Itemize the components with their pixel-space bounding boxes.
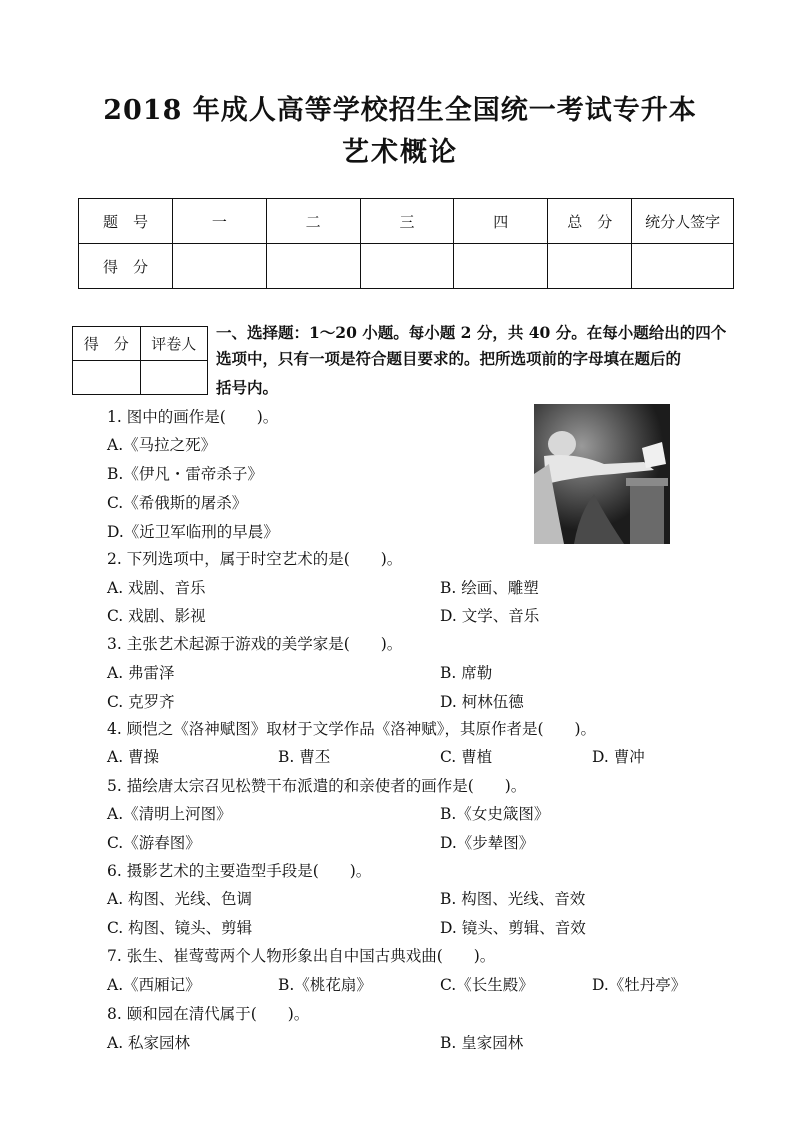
option-c: C.《长生殿》 [440, 976, 534, 994]
score-cell[interactable] [454, 244, 548, 289]
option-b: B.《伊凡・雷帝杀子》 [107, 465, 263, 483]
option-d: D. 曹冲 [592, 748, 645, 766]
score-header-cell: 统分人签字 [632, 199, 734, 244]
option-d: D.《步辇图》 [440, 834, 535, 852]
option-d: D. 文学、音乐 [440, 607, 540, 625]
option-c: C. 构图、镜头、剪辑 [107, 919, 253, 937]
question-stem: 7. 张生、崔莺莺两个人物形象出自中国古典戏曲( )。 [107, 947, 496, 965]
option-c: C. 克罗齐 [107, 693, 175, 711]
score-table-header-row [79, 199, 734, 244]
option-a: A.《马拉之死》 [107, 436, 217, 454]
grader-table [72, 326, 208, 395]
painting-illustration [534, 404, 670, 544]
option-d: D.《近卫军临刑的早晨》 [107, 523, 279, 541]
question-stem: 6. 摄影艺术的主要造型手段是( )。 [107, 862, 372, 880]
painting-image [534, 404, 670, 544]
score-row-label: 得 分 [79, 244, 173, 289]
question-stem: 5. 描绘唐太宗召见松赞干布派遣的和亲使者的画作是( )。 [107, 777, 527, 795]
option-c: C. 曹植 [440, 748, 493, 766]
section-instructions [216, 318, 736, 347]
option-a: A. 私家园林 [107, 1034, 191, 1052]
instructions-line: 选项中，只有一项是符合题目要求的。把所选项前的字母填在题后的 [216, 349, 682, 368]
option-a: A. 戏剧、音乐 [107, 579, 206, 597]
score-cell[interactable] [548, 244, 632, 289]
instructions-line: 括号内。 [216, 378, 279, 397]
grader-name-cell[interactable] [140, 361, 208, 395]
option-b: B.《桃花扇》 [278, 976, 372, 994]
grader-score-label: 得 分 [73, 327, 141, 361]
option-a: A.《西厢记》 [107, 976, 201, 994]
instructions-line: 一、选择题：1～20 小题。每小题 2 分，共 40 分。在每小题给出的四个 [216, 323, 727, 342]
score-table [78, 198, 734, 289]
option-b: B. 构图、光线、音效 [440, 890, 586, 908]
option-b: B.《女史箴图》 [440, 805, 550, 823]
option-c: C.《希俄斯的屠杀》 [107, 494, 248, 512]
option-d: D.《牡丹亭》 [592, 976, 687, 994]
option-b: B. 曹丕 [278, 748, 331, 766]
option-b: B. 席勒 [440, 664, 493, 682]
score-header-cell: 三 [360, 199, 454, 244]
question-stem: 4. 顾恺之《洛神赋图》取材于文学作品《洛神赋》，其原作者是( )。 [107, 720, 597, 738]
score-header-cell: 二 [266, 199, 360, 244]
option-d: D. 柯林伍德 [440, 693, 524, 711]
grader-score-cell[interactable] [73, 361, 141, 395]
option-b: B. 皇家园林 [440, 1034, 524, 1052]
option-c: C. 戏剧、影视 [107, 607, 206, 625]
question-stem: 8. 颐和园在清代属于( )。 [107, 1005, 310, 1023]
exam-title: 2018 年成人高等学校招生全国统一考试专升本 [103, 95, 697, 126]
score-cell[interactable] [632, 244, 734, 289]
option-a: A. 构图、光线、色调 [107, 890, 253, 908]
score-cell[interactable] [173, 244, 267, 289]
score-header-cell: 题 号 [79, 199, 173, 244]
option-a: A. 弗雷泽 [107, 664, 175, 682]
score-header-cell: 总 分 [548, 199, 632, 244]
option-d: D. 镜头、剪辑、音效 [440, 919, 586, 937]
option-a: A.《清明上河图》 [107, 805, 232, 823]
option-b: B. 绘画、雕塑 [440, 579, 539, 597]
score-header-cell: 一 [173, 199, 267, 244]
grader-name-label: 评卷人 [140, 327, 208, 361]
score-cell[interactable] [266, 244, 360, 289]
question-stem: 2. 下列选项中，属于时空艺术的是( )。 [107, 550, 403, 568]
option-a: A. 曹操 [107, 748, 160, 766]
exam-subject: 艺术概论 [342, 137, 458, 168]
question-stem: 1. 图中的画作是( )。 [107, 408, 279, 426]
score-header-cell: 四 [454, 199, 548, 244]
score-table-score-row [79, 244, 734, 289]
option-c: C.《游春图》 [107, 834, 201, 852]
question-stem: 3. 主张艺术起源于游戏的美学家是( )。 [107, 635, 403, 653]
score-cell[interactable] [360, 244, 454, 289]
